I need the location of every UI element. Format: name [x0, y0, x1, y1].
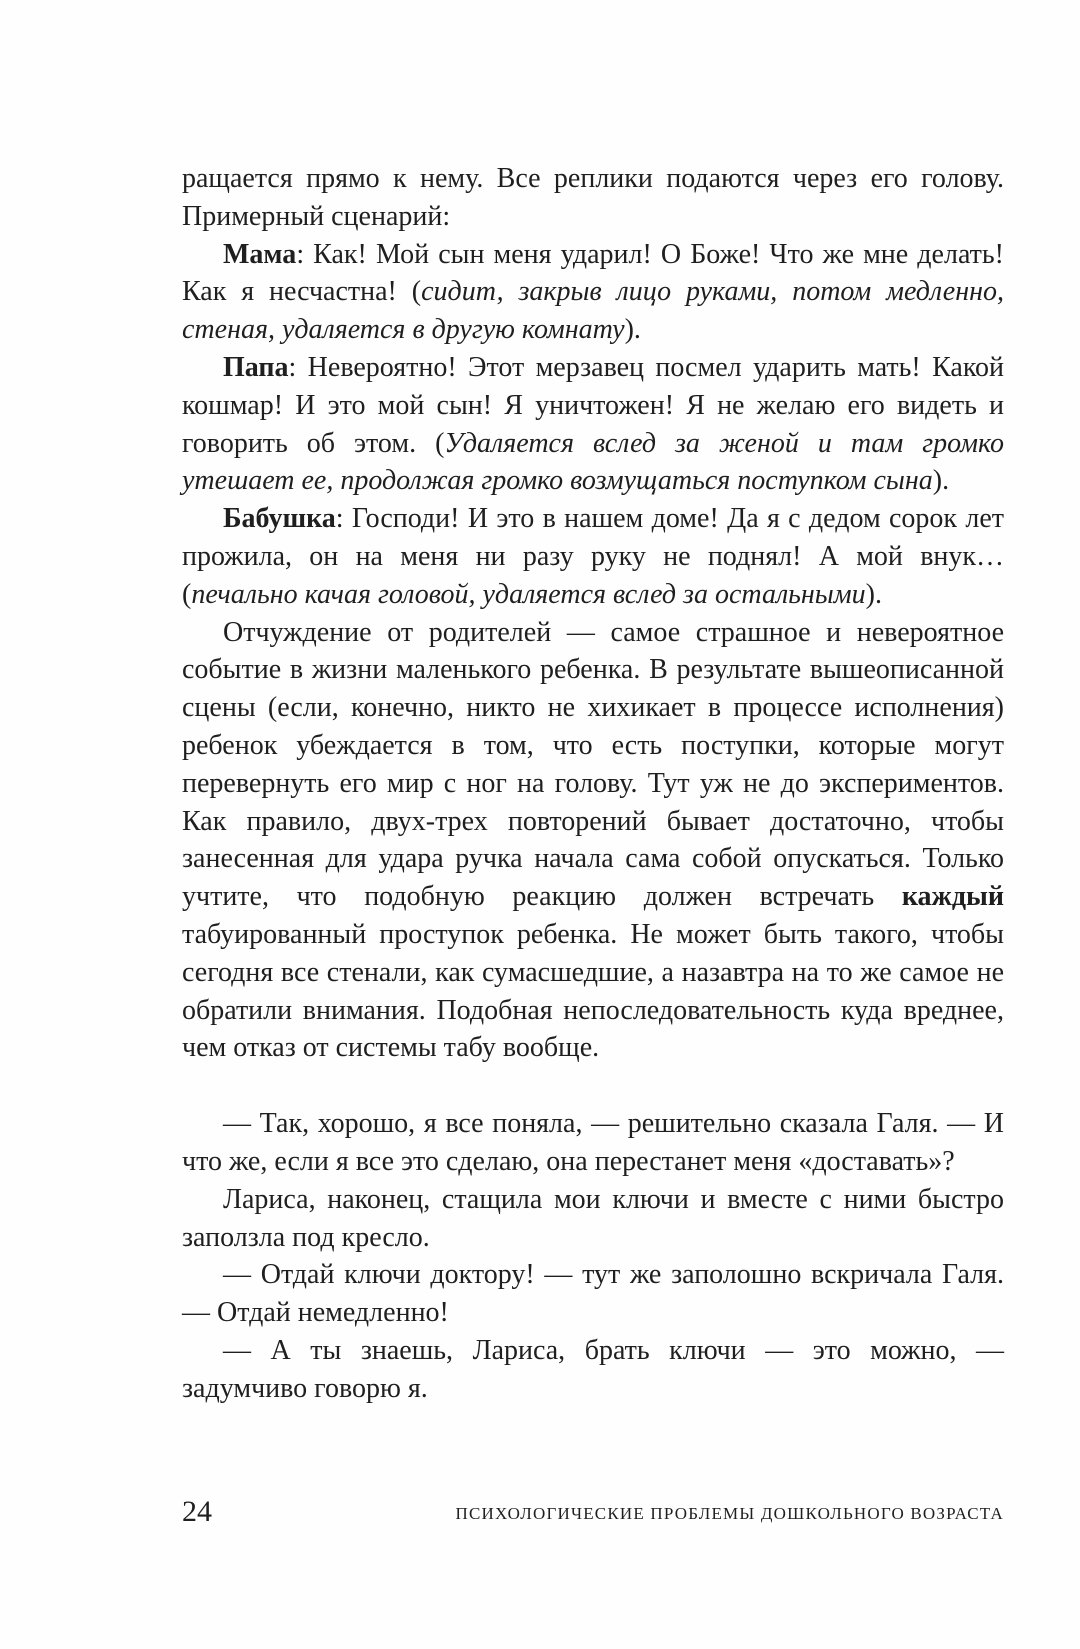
page-footer — [182, 1492, 1004, 1532]
speaker-papa: Папа — [223, 351, 289, 383]
papa-stage-direction: Удаляется вслед за женой и там громко утешает ее, продолжая громко возмущаться поступком сына — [182, 427, 1005, 497]
paragraph-alienation — [182, 614, 1004, 1068]
galya-question-text: — Так, хорошо, я все поняла, — решительно сказала Галя. — И что же, если я все это сделаю, она перестанет меня «доставать»? — [182, 1108, 1004, 1177]
running-head: ПСИХОЛОГИЧЕСКИЕ ПРОБЛЕМЫ ДОШКОЛЬНОГО ВОЗРАСТА — [455, 1504, 1004, 1523]
paragraph-galya-shout — [182, 1256, 1004, 1332]
papa-line-end: ). — [932, 465, 950, 497]
babushka-line-end: ). — [865, 578, 882, 610]
papa-speech: : Невероятно! Этот мерзавец посмел ударить мать! Какой кошмар! И это мой сын! Я уничтожен! Я не желаю его видеть и говорить об этом. ( — [182, 351, 1004, 459]
speaker-babushka: Бабушка — [223, 503, 336, 535]
paragraph-papa-line — [182, 349, 1004, 500]
page-number: 24 — [182, 1495, 212, 1528]
paragraph-galya-question — [182, 1105, 1004, 1181]
larisa-keys-text: Лариса, наконец, стащила мои ключи и вместе с ними быстро заползла под кресло. — [182, 1183, 1004, 1253]
mama-speech: : Как! Мой сын меня ударил! О Боже! Что же мне делать! Как я несчастна! ( — [182, 238, 1004, 308]
paragraph-babushka-line — [182, 500, 1004, 613]
galya-shout-text: — Отдай ключи доктору! — тут же заполошно вскричала Галя. — Отдай немедленно! — [182, 1259, 1004, 1329]
alienation-text-after: табуированный проступок ребенка. Не может быть такого, чтобы сегодня все стенали, как сумасшедшие, а назавтра на то же самое не обратили внимания. Подобная непоследовательность куда вреднее, чем отказ от системы табу вообще. — [182, 918, 1004, 1064]
speaker-mama: Мама — [223, 238, 297, 270]
paragraph-mama-line — [182, 236, 1004, 349]
paragraph-intro — [182, 160, 1004, 236]
doctor-reply-text: — А ты знаешь, Лариса, брать ключи — это можно, — задумчиво говорю я. — [182, 1334, 1004, 1404]
paragraph-larisa-keys — [182, 1181, 1004, 1257]
paragraph-intro-text: ращается прямо к нему. Все реплики подаются через его голову. Примерный сценарий: — [182, 163, 1004, 232]
mama-stage-direction: сидит, закрыв лицо руками, потом медленно, стеная, удаляется в другую комнату — [182, 276, 1004, 346]
alienation-text-before: Отчуждение от родителей — самое страшное и невероятное событие в жизни маленького ребенка. В результате вышеописанной сцены (если, конечно, никто не хихикает в процессе исполнения) ребенок убеждается в том, что есть поступки, которые могут перевернуть его мир с ног на голову. Тут уж не до экспериментов. Как правило, двух-трех повторений бывает достаточно, чтобы занесенная для удара ручка начала сама собой опускаться. Только учтите, что подобную реакцию должен встречать — [182, 616, 1004, 913]
alienation-bold-word: каждый — [901, 881, 1004, 913]
babushka-speech: : Господи! И это в нашем доме! Да я с дедом сорок лет прожила, он на меня ни разу руку не поднял! А мой внук… ( — [182, 503, 1004, 610]
page-body-text — [182, 160, 1004, 1408]
paragraph-doctor-reply — [182, 1332, 1004, 1408]
mama-line-end: ). — [624, 314, 641, 346]
babushka-stage-direction: печально качая головой, удаляется вслед за остальными — [191, 578, 866, 610]
